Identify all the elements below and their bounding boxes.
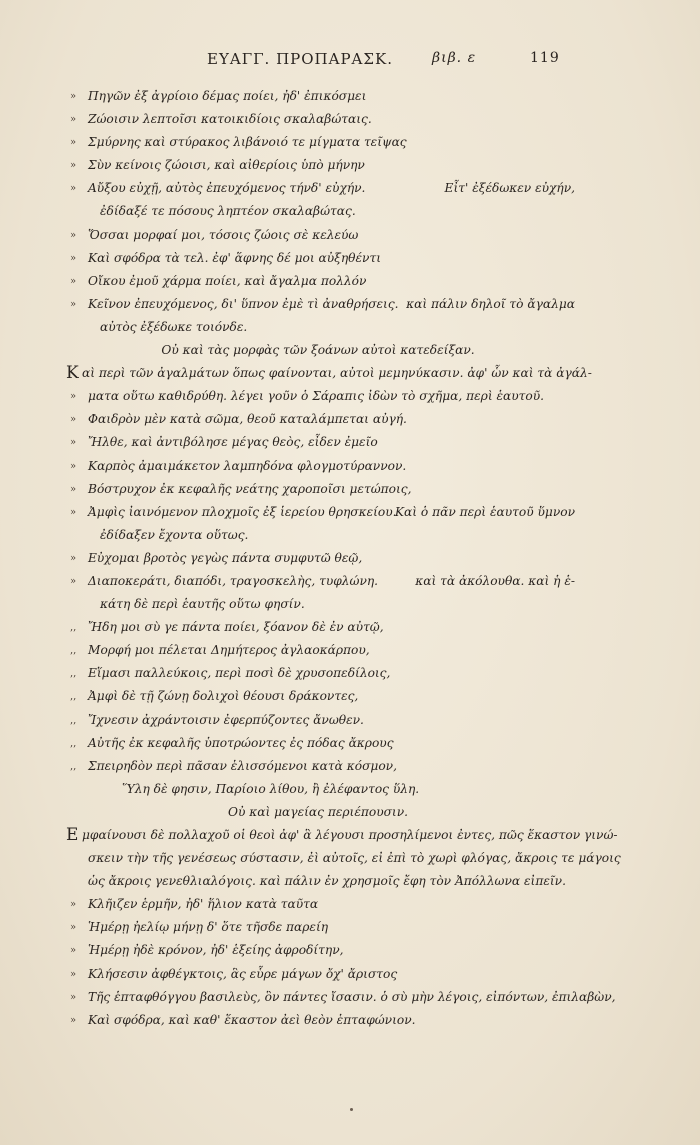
text-line	[0, 1009, 700, 1032]
initial-letter: Κ	[66, 363, 79, 384]
text-line	[0, 85, 700, 108]
initial-letter: Ε	[66, 825, 79, 845]
quote-mark: ,,	[70, 737, 77, 749]
quote-mark: ,,	[70, 622, 77, 634]
text-line	[0, 385, 700, 408]
text-line	[0, 362, 700, 385]
book-marker: βιβ. ε	[432, 50, 477, 66]
line-text: Βόστρυχον ἐκ κεφαλῆς νεάτης χαροποῖσι μετώποις,	[88, 481, 412, 496]
text-line	[0, 801, 700, 824]
text-line	[0, 570, 700, 593]
line-text: Κεῖνον ἐπευχόμενος, δι' ὕπνον ἐμὲ τὶ ἀναθρήσεις.	[88, 296, 399, 311]
line-text: Ἡμέρῃ ἠδὲ κρόνον, ἠδ' ἑξείης ἀφροδίτην,	[88, 943, 344, 958]
side-text: Εἶτ' ἐξέδωκεν εὐχήν,	[444, 181, 575, 196]
quote-mark: ,,	[70, 691, 77, 703]
text-line	[0, 685, 700, 708]
quote-mark: »	[70, 483, 77, 495]
quote-mark: »	[70, 414, 77, 426]
text-line	[0, 177, 700, 200]
line-text: Οἴκου ἐμοῦ χάρμα ποίει, καὶ ἄγαλμα πολλόν	[88, 273, 367, 288]
quote-mark: »	[70, 275, 77, 287]
line-text: αὐτὸς ἐξέδωκε τοιόνδε.	[100, 319, 248, 334]
page-number: 119	[530, 50, 560, 66]
line-text: Ὕλη δὲ φησιν, Παρίοιο λίθου, ἢ ἐλέφαντος ὕλη.	[122, 781, 420, 796]
quote-mark: »	[70, 460, 77, 472]
text-line	[0, 501, 700, 524]
running-title: ΕΥΑΓΓ. ΠΡΟΠΑΡΑΣΚ.	[207, 50, 393, 68]
text-line	[0, 131, 700, 154]
quote-mark: »	[70, 114, 77, 126]
text-line	[0, 270, 700, 293]
text-line	[0, 847, 700, 870]
quote-mark: »	[70, 391, 77, 403]
quote-mark: »	[70, 968, 77, 980]
text-line	[0, 662, 700, 685]
text-line	[0, 224, 700, 247]
line-text: Φαιδρὸν μὲν κατὰ σῶμα, θεοῦ καταλάμπεται αὐγή.	[88, 412, 407, 427]
text-line	[0, 986, 700, 1009]
text-line	[0, 732, 700, 755]
text-line	[0, 247, 700, 270]
text-line	[0, 593, 700, 616]
line-text: Πηγῶν ἐξ ἀγρίοιο δέμας ποίει, ἠδ' ἐπικόσμει	[88, 89, 367, 103]
text-line	[0, 154, 700, 177]
line-text: μφαίνουσι δὲ πολλαχοῦ οἱ θεοὶ ἀφ' ἃ λέγουσι προσηλίμενοι ἐντες, πῶς ἕκαστον γινώ-	[82, 828, 618, 842]
text-line	[0, 639, 700, 662]
line-text: Ἀμφὶς ἰαινόμενον πλοχμοῖς ἐξ ἱερείου θρησκείου.	[88, 504, 397, 519]
quote-mark: »	[70, 575, 77, 587]
text-line	[0, 547, 700, 570]
text-line	[0, 339, 700, 362]
quote-mark: »	[70, 922, 77, 934]
quote-mark: »	[70, 298, 77, 310]
text-line	[0, 293, 700, 316]
line-text: Ἀμφὶ δὲ τῇ ζώνῃ δολιχοὶ θέουσι δράκοντες,	[88, 689, 359, 704]
line-text: Διαποκεράτι, διαπόδι, τραγοσκελὴς, τυφλώνη.	[88, 573, 379, 588]
quote-mark: ,,	[70, 645, 77, 657]
text-line	[0, 200, 700, 223]
side-text: καὶ πάλιν δηλοῖ τὸ ἄγαλμα	[406, 296, 575, 311]
side-text: καὶ τὰ ἀκόλουθα. καὶ ἡ ἑ-	[415, 573, 575, 588]
line-text: αὶ περὶ τῶν ἀγαλμάτων ὅπως φαίνονται, αὐτοὶ μεμηνύκασιν. ἀφ' ὧν καὶ τὰ ἀγάλ-	[82, 366, 592, 381]
quote-mark: »	[70, 991, 77, 1003]
page-header	[0, 50, 700, 72]
quote-mark: »	[70, 899, 77, 911]
line-text: Μορφή μοι πέλεται Δημήτερος ἀγλαοκάρπου,	[88, 643, 370, 658]
text-line	[0, 778, 700, 801]
side-text: Καὶ ὁ πᾶν περὶ ἑαυτοῦ ὕμνον	[394, 504, 575, 519]
line-text: Ζώοισιν λεπτοῖσι κατοικιδίοις σκαλαβώταις.	[88, 112, 372, 127]
line-text: Αὐτῆς ἐκ κεφαλῆς ὑποτρώοντες ἐς πόδας ἄκρους	[88, 735, 394, 750]
quote-mark: »	[70, 1014, 77, 1026]
line-text: Σὺν κείνοις ζώοισι, καὶ αἰθερίοις ὑπὸ μήνην	[88, 158, 365, 173]
text-line	[0, 755, 700, 778]
text-line	[0, 709, 700, 732]
line-text: Εὐχομαι βροτὸς γεγὼς πάντα συμφυτῶ θεῷ,	[88, 550, 363, 565]
text-line	[0, 963, 700, 986]
line-text: ἐδίδαξεν ἔχοντα οὕτως.	[100, 527, 249, 542]
text-line	[0, 824, 700, 847]
line-text: Καὶ σφόδρα, καὶ καθ' ἕκαστον ἀεὶ θεὸν ἑπταφώνιον.	[88, 1012, 416, 1027]
quote-mark: »	[70, 183, 77, 195]
line-text: κάτη δὲ περὶ ἑαυτῆς οὕτω φησίν.	[100, 597, 305, 612]
line-text: Ὅσσαι μορφαί μοι, τόσοις ζώοις σὲ κελεύω	[88, 227, 359, 242]
text-line	[0, 478, 700, 501]
text-line	[0, 916, 700, 939]
section-heading: Οὐ καὶ μαγείας περιέπουσιν.	[227, 804, 409, 819]
line-text: Καὶ σφόδρα τὰ τελ. ἐφ' ἅφνης δέ μοι αὐξηθέντι	[88, 250, 381, 265]
line-text: Κλῆιζεν ἑρμῆν, ἠδ' ἥλιον κατὰ ταῦτα	[88, 897, 319, 912]
text-line	[0, 870, 700, 893]
quote-mark: ,,	[70, 760, 77, 772]
text-line	[0, 616, 700, 639]
quote-mark: »	[70, 252, 77, 264]
quote-mark: »	[70, 506, 77, 518]
text-line	[0, 108, 700, 131]
text-body	[0, 85, 700, 1032]
line-text: Αὔξου εὐχῇ, αὐτὸς ἐπευχόμενος τήνδ' εὐχήν.	[88, 181, 366, 196]
line-text: Ἡμέρῃ ἠελίῳ μήνῃ δ' ὅτε τῆσδε παρείη	[88, 920, 329, 935]
quote-mark: ,,	[70, 714, 77, 726]
quote-mark: »	[70, 437, 77, 449]
quote-mark: »	[70, 160, 77, 172]
quote-mark: ,,	[70, 668, 77, 680]
section-heading: Οὐ καὶ τὰς μορφὰς τῶν ξοάνων αὐτοὶ κατεδείξαν.	[161, 343, 475, 358]
line-text: σκειν τὴν τῆς γενέσεως σύστασιν, ἐὶ αὐτοῖς, εἰ ἐπὶ τὸ χωρὶ φλόγας, ἄκροις τε μάγοις	[88, 851, 621, 866]
quote-mark: »	[70, 945, 77, 957]
text-line	[0, 431, 700, 454]
line-text: Εἵμασι παλλεύκοις, περὶ ποσὶ δὲ χρυσοπεδίλοις,	[88, 666, 391, 681]
line-text: Ἤδη μοι σὺ γε πάντα ποίει, ξόανον δὲ ἐν αὐτῷ,	[88, 620, 384, 635]
line-text: ἐδίδαξέ τε πόσους ληπτέον σκαλαβώτας.	[100, 204, 356, 219]
quote-mark: »	[70, 229, 77, 241]
line-text: Σπειρηδὸν περὶ πᾶσαν ἑλισσόμενοι κατὰ κόσμον,	[88, 758, 397, 773]
text-line	[0, 316, 700, 339]
line-text: Κλήσεσιν ἀφθέγκτοις, ἃς εὗρε μάγων ὄχ' ἄριστος	[88, 966, 398, 981]
line-text: Ἤλθε, καὶ ἀντιβόλησε μέγας θεὸς, εἶδεν ἐμεῖο	[88, 435, 378, 450]
text-line	[0, 408, 700, 431]
text-line	[0, 455, 700, 478]
quote-mark: »	[70, 552, 77, 564]
quote-mark: »	[70, 91, 77, 102]
line-text: Τῆς ἑπταφθόγγου βασιλεὺς, ὃν πάντες ἴσασιν. ὁ σὺ μὴν λέγοις, εἰπόντων, ἐπιλαβὼν,	[88, 989, 616, 1004]
page-dot	[350, 1108, 353, 1111]
line-text: ματα οὕτω καθιδρύθη. λέγει γοῦν ὁ Σάραπις ἰδὼν τὸ σχῆμα, περὶ ἑαυτοῦ.	[88, 389, 545, 404]
line-text: Σμύρνης καὶ στύρακος λιβάνοιό τε μίγματα τεῖψας	[88, 135, 407, 150]
line-text: Ἴχνεσιν ἀχράντοισιν ἐφερπύζοντες ἄνωθεν.	[88, 712, 364, 727]
line-text: ὡς ἄκροις γενεθλιαλόγοις. καὶ πάλιν ἐν χρησμοῖς ἔφη τὸν Ἀπόλλωνα εἰπεῖν.	[88, 874, 566, 889]
text-line	[0, 524, 700, 547]
line-text: Καρπὸς ἀμαιμάκετον λαμπηδόνα φλογμοτύραννον.	[88, 458, 407, 473]
text-line	[0, 939, 700, 962]
quote-mark: »	[70, 137, 77, 149]
text-line	[0, 893, 700, 916]
